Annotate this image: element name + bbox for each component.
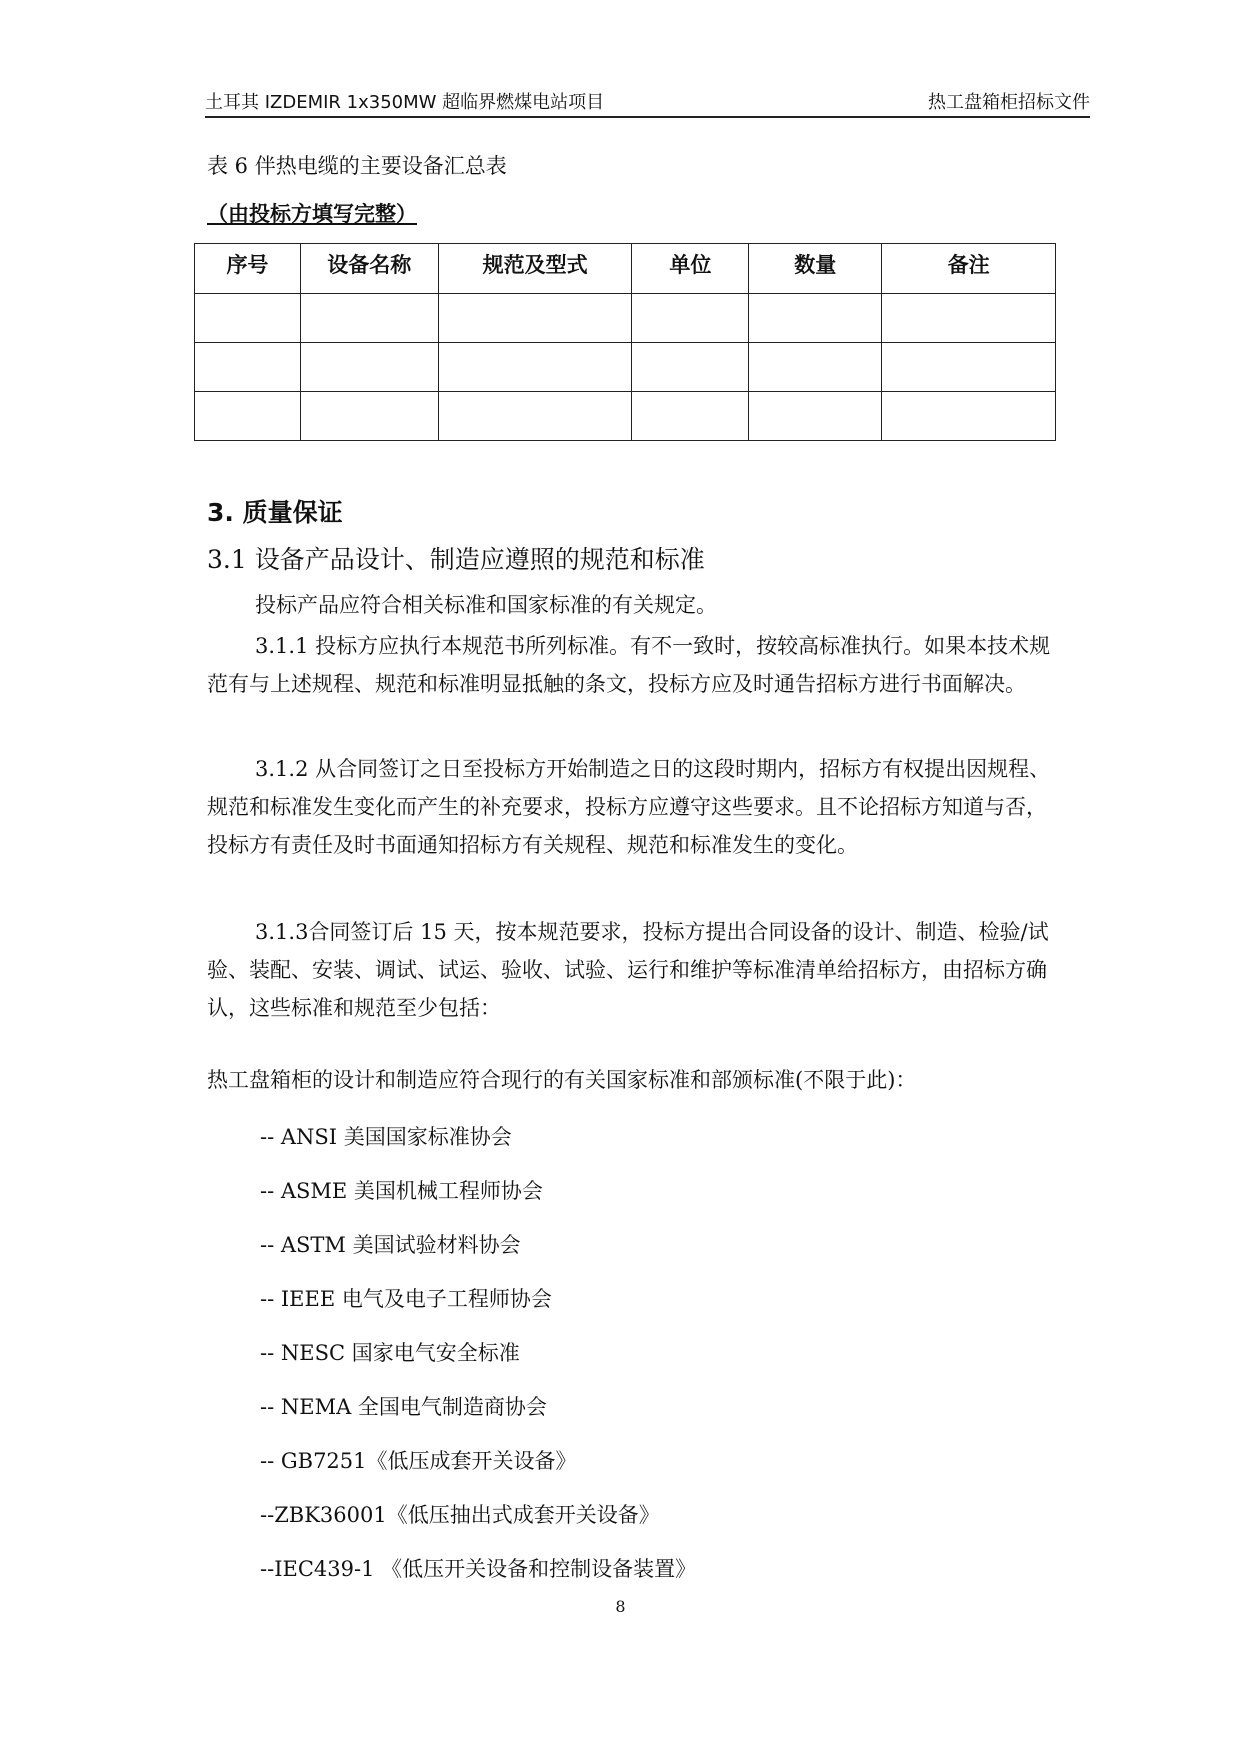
- equipment-summary-table: [194, 243, 1056, 441]
- table-cell: [749, 294, 882, 343]
- list-item: -- NESC 国家电气安全标准: [260, 1341, 520, 1365]
- table-cell: [300, 392, 438, 441]
- table-cell: [438, 343, 632, 392]
- column-header-serial: 序号: [195, 244, 301, 294]
- table-row: [195, 294, 1056, 343]
- column-header-equipment-name: 设备名称: [300, 244, 438, 294]
- paragraph-3-1-2: 3.1.2 从合同签订之日至投标方开始制造之日的这段时期内，招标方有权提出因规程、规范和标准发生变化而产生的补充要求，投标方应遵守这些要求。且不论招标方知道与否，投标方有责任及时书面通知招标方有关规程、规范和标准发生的变化。: [207, 757, 1051, 857]
- header-project-title: 土耳其 IZDEMIR 1x350MW 超临界燃煤电站项目: [205, 92, 605, 113]
- table-cell: [632, 343, 749, 392]
- table-cell: [438, 392, 632, 441]
- header-document-title: 热工盘箱柜招标文件: [928, 92, 1090, 113]
- list-item: -- NEMA 全国电气制造商协会: [260, 1395, 547, 1419]
- table-cell: [882, 294, 1056, 343]
- paragraph-3-1-3: 3.1.3合同签订后 15 天，按本规范要求，投标方提出合同设备的设计、制造、检验/试验、装配、安装、调试、试运、验收、试验、运行和维护等标准清单给招标方，由招标方确认，这些标准和规范至少包括：: [207, 920, 1049, 1020]
- table-cell: [300, 294, 438, 343]
- list-item: -- GB7251《低压成套开关设备》: [260, 1449, 577, 1473]
- table-note: （由投标方填写完整）: [207, 202, 417, 226]
- table-cell: [632, 294, 749, 343]
- table-row: [195, 392, 1056, 441]
- table-cell: [882, 392, 1056, 441]
- list-item: -- ANSI 美国国家标准协会: [260, 1125, 512, 1149]
- column-header-quantity: 数量: [749, 244, 882, 294]
- page-number: 8: [615, 1597, 626, 1616]
- subsection-heading: 3.1 设备产品设计、制造应遵照的规范和标准: [207, 545, 705, 574]
- table-cell: [300, 343, 438, 392]
- table-cell: [195, 343, 301, 392]
- column-header-unit: 单位: [632, 244, 749, 294]
- table-row: [195, 343, 1056, 392]
- column-header-specification: 规范及型式: [438, 244, 632, 294]
- table-cell: [882, 343, 1056, 392]
- list-item: -- ASTM 美国试验材料协会: [260, 1233, 521, 1257]
- table-header-row: [195, 244, 1056, 294]
- section-heading: 3. 质量保证: [207, 498, 343, 527]
- list-item: --ZBK36001《低压抽出式成套开关设备》: [260, 1503, 660, 1527]
- list-item: --IEC439-1 《低压开关设备和控制设备装置》: [260, 1557, 697, 1581]
- intro-paragraph: 投标产品应符合相关标准和国家标准的有关规定。: [255, 593, 717, 617]
- paragraph-3-1-1: 3.1.1 投标方应执行本规范书所列标准。有不一致时，按较高标准执行。如果本技术规范有与上述规程、规范和标准明显抵触的条文，投标方应及时通告招标方进行书面解决。: [207, 634, 1051, 696]
- table-cell: [195, 392, 301, 441]
- table-cell: [438, 294, 632, 343]
- table-caption: 表 6 伴热电缆的主要设备汇总表: [207, 154, 507, 178]
- table-cell: [632, 392, 749, 441]
- table-cell: [749, 343, 882, 392]
- page-header: [205, 86, 1090, 118]
- column-header-remarks: 备注: [882, 244, 1056, 294]
- list-item: -- IEEE 电气及电子工程师协会: [260, 1287, 552, 1311]
- standards-intro: 热工盘箱柜的设计和制造应符合现行的有关国家标准和部颁标准(不限于此)：: [207, 1068, 917, 1092]
- table-cell: [749, 392, 882, 441]
- table-cell: [195, 294, 301, 343]
- list-item: -- ASME 美国机械工程师协会: [260, 1179, 543, 1203]
